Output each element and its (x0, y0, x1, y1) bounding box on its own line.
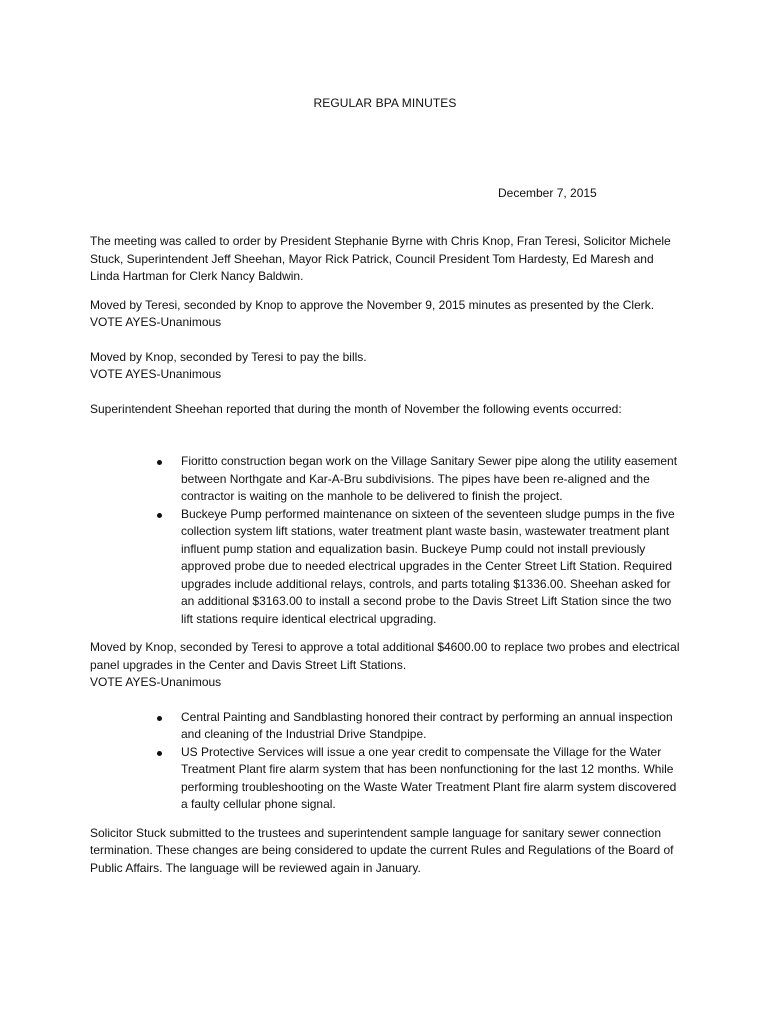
vote-result: VOTE AYES-Unanimous (90, 367, 222, 381)
list-item-text: US Protective Services will issue a one year credit to compensate the Village for the Water Treatment Plant fire alarm system that has been nonfunctioning for the last 12 months. While performing troubleshooting on the Waste Water Treatment Plant fire alarm system discovered a faulty cellular phone signal. (181, 744, 677, 811)
meeting-date: December 7, 2015 (498, 186, 597, 200)
list-item (157, 709, 682, 744)
call-to-order-paragraph: The meeting was called to order by President Stephanie Byrne with Chris Knop, Fran Teresi, Solicitor Michele Stuck, Superintendent Jeff Sheehan, Mayor Rick Patrick, Council President Tom Hardesty, Ed Maresh and Linda Hartman for Clerk Nancy Baldwin. (90, 234, 671, 283)
minutes-body (90, 233, 682, 877)
list-item (157, 506, 682, 629)
bullet-icon (157, 716, 162, 721)
vote-result: VOTE AYES-Unanimous (90, 315, 222, 329)
vote-result: VOTE AYES-Unanimous (90, 675, 222, 689)
additional-report-list (157, 709, 682, 814)
list-item-text: Central Painting and Sandblasting honored their contract by performing an annual inspection and cleaning of the Industrial Drive Standpipe. (181, 709, 673, 741)
superintendent-intro-paragraph: Superintendent Sheehan reported that during the month of November the following events occurred: (90, 401, 622, 416)
solicitor-report-paragraph: Solicitor Stuck submitted to the trustees and superintendent sample language for sanitary sewer connection termination. These changes are being considered to update the current Rules and Regulations of the Board of Public Affairs. The language will be reviewed again in January. (90, 825, 674, 875)
motion-probes-paragraph: Moved by Knop, seconded by Teresi to approve a total additional $4600.00 to replace two probes and electrical panel upgrades in the Center and Davis Street Lift Stations. (90, 640, 680, 672)
list-item (157, 453, 682, 506)
bullet-icon (157, 460, 162, 465)
motion-minutes-paragraph: Moved by Teresi, seconded by Knop to approve the November 9, 2015 minutes as presented by the Clerk. (90, 297, 655, 312)
list-item-text: Buckeye Pump performed maintenance on sixteen of the seventeen sludge pumps in the five collection system lift stations, water treatment plant waste basin, wastewater treatment plant influent pump station and equalization basin. Buckeye Pump could not install previously approved probe due to needed electrical upgrades in the Center Street Lift Station. Required upgrades include additional relays, controls, and parts totaling $1336.00. Sheehan asked for an additional $3163.00 to install a second probe to the Davis Street Lift Station since the two lift stations require identical electrical upgrading. (181, 506, 675, 626)
list-item (157, 744, 682, 814)
bullet-icon (157, 513, 162, 518)
motion-bills-paragraph: Moved by Knop, seconded by Teresi to pay the bills. (90, 349, 367, 364)
superintendent-report-list (157, 453, 682, 628)
document-title: REGULAR BPA MINUTES (313, 96, 457, 110)
list-item-text: Fioritto construction began work on the Village Sanitary Sewer pipe along the utility easement between Northgate and Kar-A-Bru subdivisions. The pipes have been re-aligned and the contractor is waiting on the manhole to be delivered to finish the project. (181, 454, 678, 503)
bullet-icon (157, 751, 162, 756)
